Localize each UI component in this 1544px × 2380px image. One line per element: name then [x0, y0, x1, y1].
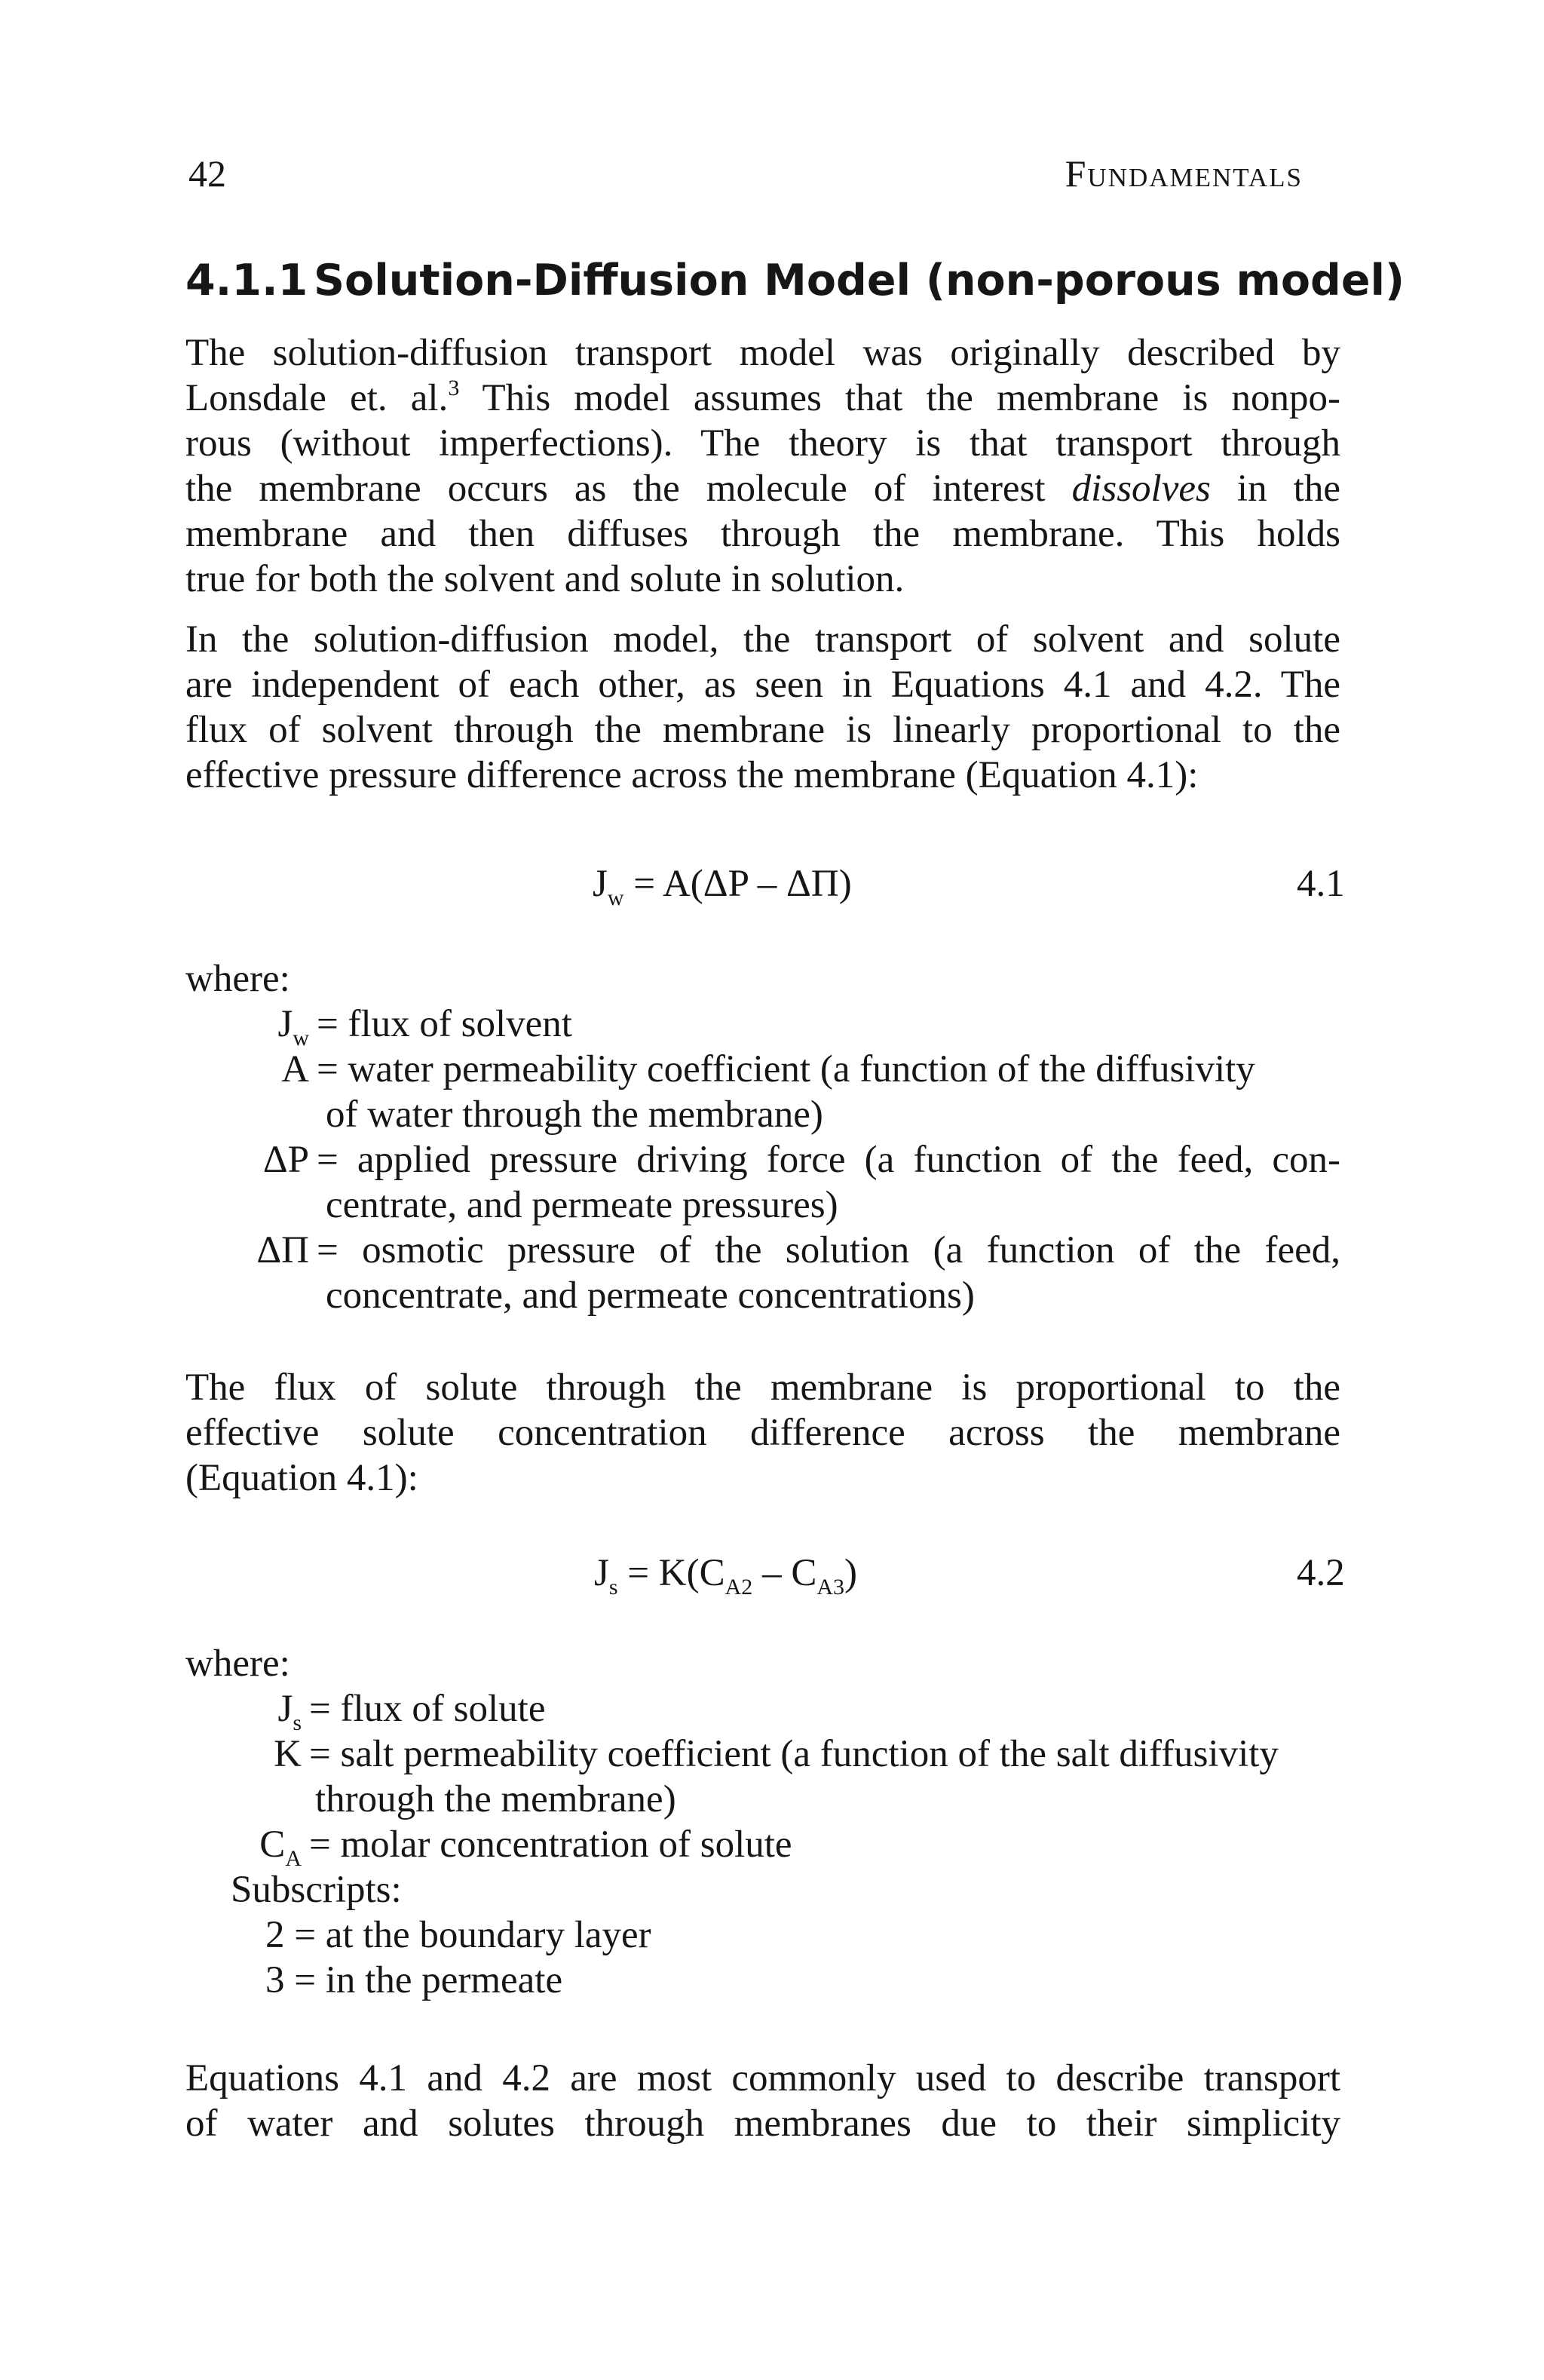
text-line: effective pressure difference across the membrane (Equation 4.1):: [185, 754, 1199, 796]
paragraph-1: [185, 330, 1340, 602]
eq-symbol: J: [593, 863, 608, 905]
text-run: This model assumes that the membrane is nonpo-: [459, 377, 1341, 419]
text-line: [185, 376, 1340, 421]
running-title: Fundamentals: [1065, 152, 1303, 195]
text-line: membrane and then diffuses through the membrane. This holds: [185, 513, 1340, 555]
definition-delta-p-cont: centrate, and permeate pressures): [326, 1184, 838, 1226]
symbol-js: [226, 1686, 302, 1735]
text-line: The solution-diffusion transport model was originally described by: [185, 332, 1340, 374]
definition-a-cont: of water through the membrane): [326, 1093, 823, 1136]
equation-4-1: [593, 861, 852, 910]
eq-subscript: s: [608, 1575, 618, 1599]
symbol-ca: [226, 1822, 302, 1871]
text-run: the membrane occurs as the molecule of interest: [185, 468, 1072, 510]
text-line: The flux of solute through the membrane is proportional to the: [185, 1366, 1340, 1409]
text-line: flux of solvent through the membrane is linearly proportional to the: [185, 709, 1340, 751]
text-line: true for both the solvent and solute in solution.: [185, 558, 905, 600]
text-line: [185, 466, 1340, 511]
text-line: (Equation 4.1):: [185, 1457, 418, 1499]
text-line: rous (without imperfections). The theory is that transport through: [185, 422, 1340, 465]
definition-k-cont: through the membrane): [315, 1778, 676, 1820]
where-label: where:: [185, 1642, 290, 1685]
definition-a: = water permeability coefficient (a function of the diffusivity: [317, 1048, 1255, 1090]
definition-ca: = molar concentration of solute: [309, 1823, 792, 1866]
eq-rhs: = A(ΔP – ΔΠ): [623, 863, 852, 905]
definition-js: = flux of solute: [309, 1688, 546, 1730]
section-title: Solution-Diffusion Model (non-porous model): [314, 256, 1405, 305]
eq-part: = K(C: [617, 1552, 725, 1594]
where-label: where:: [185, 958, 290, 1000]
text-line: are independent of each other, as seen in Equations 4.1 and 4.2. The: [185, 664, 1340, 706]
eq-part: – C: [752, 1552, 817, 1594]
definition-delta-pi-cont: concentrate, and permeate concentrations): [326, 1274, 975, 1317]
symbol-text: C: [259, 1823, 286, 1866]
symbol-text: J: [277, 1003, 293, 1045]
equation-number: 4.2: [1297, 1552, 1345, 1594]
text-line: Equations 4.1 and 4.2 are most commonly used to describe transport: [185, 2057, 1340, 2099]
section-heading: [185, 255, 1405, 306]
eq-symbol: J: [594, 1552, 609, 1594]
text-line: of water and solutes through membranes due to their simplicity: [185, 2102, 1340, 2145]
paragraph-3: [185, 1365, 1340, 1501]
symbol-text: J: [277, 1688, 293, 1730]
eq-subscript: A3: [816, 1575, 845, 1599]
equation-number: 4.1: [1297, 863, 1345, 905]
definition-jw: = flux of solvent: [317, 1003, 572, 1045]
subscript-3-definition: 3 = in the permeate: [265, 1959, 563, 2001]
subscripts-label: Subscripts:: [231, 1869, 402, 1911]
text-line: In the solution-diffusion model, the transport of solvent and solute: [185, 618, 1340, 661]
eq-subscript: w: [607, 885, 624, 910]
symbol-subscript: s: [293, 1710, 302, 1735]
definition-delta-pi: = osmotic pressure of the solution (a function of the feed,: [317, 1229, 1340, 1271]
symbol-a: A: [281, 1048, 309, 1090]
eq-part: ): [844, 1552, 857, 1594]
definition-k: = salt permeability coefficient (a function of the salt diffusivity: [309, 1733, 1279, 1775]
text-line: effective solute concentration difference across the membrane: [185, 1412, 1340, 1454]
equation-4-2: [594, 1550, 857, 1599]
symbol-jw: [226, 1001, 309, 1050]
symbol-subscript: A: [285, 1846, 302, 1871]
italic-term: dissolves: [1071, 468, 1211, 510]
paragraph-4: [185, 2056, 1340, 2146]
subscript-2-definition: 2 = at the boundary layer: [265, 1914, 651, 1956]
paragraph-2: [185, 617, 1340, 798]
symbol-delta-pi: ΔΠ: [256, 1229, 309, 1271]
section-number: 4.1.1: [185, 256, 308, 305]
eq-subscript: A2: [725, 1575, 753, 1599]
page-number: 42: [188, 152, 226, 195]
definition-delta-p: = applied pressure driving force (a function of the feed, con-: [317, 1139, 1340, 1181]
symbol-subscript: w: [293, 1026, 309, 1050]
symbol-k: K: [274, 1733, 302, 1775]
text-run: Lonsdale et. al.: [185, 377, 449, 419]
text-run: in the: [1210, 468, 1340, 510]
symbol-delta-p: ΔP: [262, 1139, 309, 1181]
footnote-ref: 3: [448, 376, 460, 400]
